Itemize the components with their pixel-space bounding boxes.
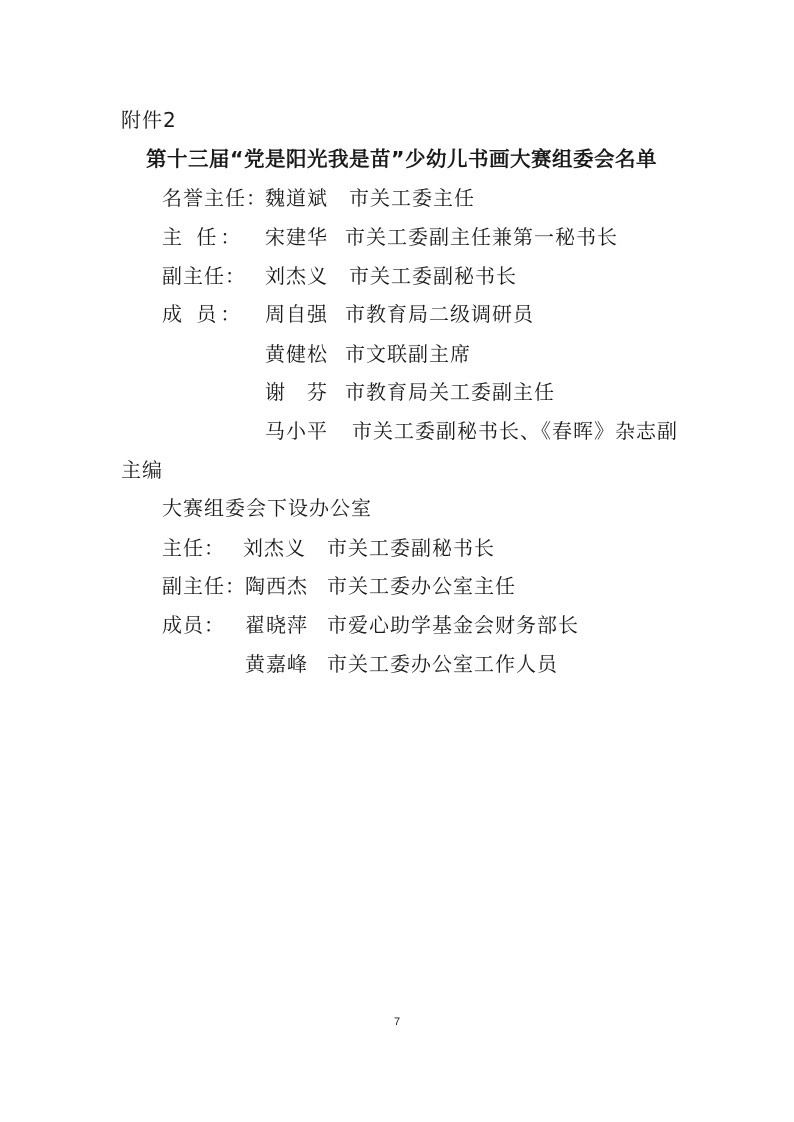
office-director-position: 市关工委副秘书长 — [327, 536, 495, 560]
office-member-name: 翟晓萍 — [245, 613, 308, 637]
honorary-director-name: 魏道斌 — [265, 186, 328, 210]
page-title: 第十三届“党是阳光我是苗”少幼儿书画大赛组委会名单 — [146, 147, 657, 171]
director-name: 宋建华 — [265, 225, 328, 249]
member-position: 市关工委副秘书长、《春晖》杂志副 — [352, 419, 678, 443]
member-name: 谢 芬 — [265, 380, 328, 404]
member-name: 周自强 — [265, 302, 328, 326]
office-heading: 大赛组委会下设办公室 — [162, 496, 372, 520]
honorary-director-position: 市关工委主任 — [349, 186, 475, 210]
member-position: 市教育局关工委副主任 — [345, 380, 555, 404]
office-deputy-director-position: 市关工委办公室主任 — [327, 574, 516, 598]
office-member-position: 市爱心助学基金会财务部长 — [327, 613, 579, 637]
office-deputy-director-role: 副主任： — [162, 574, 246, 598]
member-position-continuation: 主编 — [121, 458, 163, 482]
page-number: 7 — [394, 1016, 401, 1028]
deputy-director-role: 副主任： — [162, 264, 246, 288]
office-member-position: 市关工委办公室工作人员 — [327, 652, 558, 676]
director-role: 主 任： — [162, 225, 245, 249]
office-member-name: 黄嘉峰 — [245, 652, 308, 676]
member-position: 市教育局二级调研员 — [345, 302, 534, 326]
member-position: 市文联副主席 — [345, 342, 471, 366]
office-director-name: 刘杰义 — [243, 536, 306, 560]
office-director-role: 主任： — [162, 536, 225, 560]
attachment-label: 附件2 — [121, 108, 177, 132]
deputy-director-position: 市关工委副秘书长 — [349, 264, 517, 288]
honorary-director-role: 名誉主任： — [162, 186, 267, 210]
office-deputy-director-name: 陶西杰 — [245, 574, 308, 598]
member-name: 黄健松 — [265, 342, 328, 366]
members-role: 成 员： — [162, 302, 245, 326]
office-members-role: 成员： — [162, 613, 225, 637]
deputy-director-name: 刘杰义 — [265, 264, 328, 288]
member-name: 马小平 — [265, 419, 328, 443]
director-position: 市关工委副主任兼第一秘书长 — [345, 225, 618, 249]
